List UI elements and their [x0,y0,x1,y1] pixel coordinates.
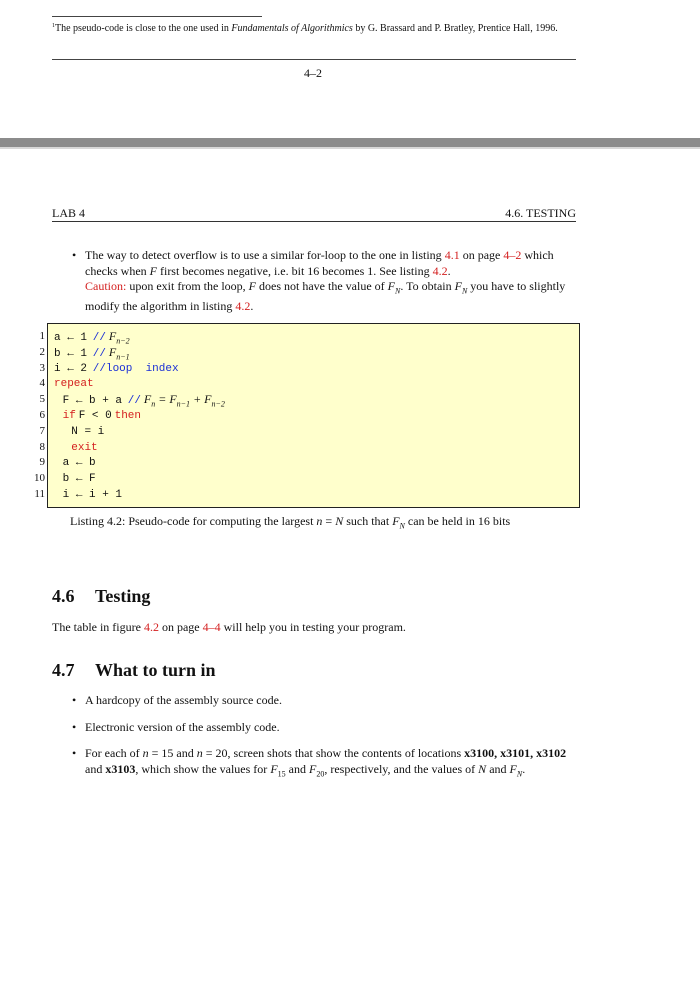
page-link[interactable]: 4–2 [503,248,522,262]
code-line-2: b ← $1 // F_{n-1}$ [54,344,130,362]
line-number: 1 [39,330,45,342]
turn-in-bullet-list [52,693,576,792]
page-link[interactable]: 4–4 [202,620,221,634]
footnote-marker: 1 [52,23,55,29]
line-number: 7 [39,424,45,437]
line-number: 3 [39,361,45,374]
code-line-6: if F < 0 then [62,409,141,422]
caution-label: Caution: [85,279,127,293]
code-line-8 [54,440,225,456]
page-footer-rule [52,59,576,60]
listing-caption: Listing 4.2: Pseudo-code for computing the largest n = N such that $F_N$ can be held in 16 bits [70,514,511,531]
code-line-4 [54,376,225,392]
section-heading-what-to-turn-in: 4.7 What to turn in [52,660,216,680]
line-numbers [30,329,45,503]
list-item: • Electronic version of the assembly code. [72,719,280,734]
book-title: Fundamentals of Algorithmics [231,23,353,34]
code-listing [54,329,225,503]
bullet-icon: • [72,248,77,262]
line-number: 9 [39,456,45,469]
keyword-then: then [114,409,141,422]
intro-bullet-list [52,248,576,314]
header-rule [52,221,576,222]
list-item: • For each of n = 15 and n = 20, screen shots that show the contents of locations x3100, x3101, x3102 and x3103, which show the values for $F_{15}$ and $F_{20}$, respectively, and the values of N and $F_N$. [72,746,567,778]
list-item: • The way to detect overflow is to use a similar for-loop to the one in listing 4.1 on page 4–2 which checks when F first becomes negative, i.e. bit 16 becomes 1. See listing 4.2. Caution: upon exit from the loop, F does not have the value of $F_N$. To obtain $F_N$ you have to slightly modify the algorithm in listing 4.2. [72,248,566,313]
section-heading-testing: 4.6 Testing [52,586,151,606]
bullet-icon: • [72,719,77,734]
section-body-text: The table in figure 4.2 on page 4–4 will help you in testing your program. [52,620,406,634]
code-line-9: a ← b [62,457,96,470]
code-line-11: i ← i + 1 [62,488,123,501]
keyword-exit: exit [71,441,98,454]
listing-link[interactable]: 4.2 [235,298,251,313]
bullet-icon: • [72,746,77,760]
line-number: 2 [39,345,45,358]
page-separator-shadow [0,147,700,149]
line-number: 4 [39,377,45,390]
list-item: • A hardcopy of the assembly source code. [72,693,282,707]
bullet-icon: • [72,693,77,707]
listing-link[interactable]: 4.2 [432,263,448,278]
line-number: 10 [34,472,45,485]
code-line-7: N = i [71,425,105,438]
code-line-5: F ← $b + a // F_n = F_{n-1} + F_{n-2}$ [62,392,225,409]
code-line-10: b ← F [62,473,96,486]
footnote: $^1$The pseudo-code is close to the one used in Fundamentals of Algorithmics by G. Brassard and P. Bratley, Prentice Hall, 1996. [52,23,558,34]
line-number: 5 [39,393,45,406]
code-line-3: i ← 2 //loop index [54,362,179,375]
figure-link[interactable]: 4.2 [143,620,159,634]
running-header-left: LAB 4 [52,206,85,220]
line-number: 6 [39,408,45,421]
code-line-1: a ← $1 // F_{n-2}$ [54,329,130,346]
running-header-right: 4.6. TESTING [505,206,576,220]
keyword-repeat: repeat [54,378,94,391]
listing-link[interactable]: 4.1 [444,248,460,262]
footnote-rule [52,16,262,17]
keyword-if: if [62,409,76,422]
page-separator [0,138,700,147]
line-number: 8 [39,440,45,453]
line-number: 11 [34,487,45,500]
page-number: 4–2 [304,66,322,80]
